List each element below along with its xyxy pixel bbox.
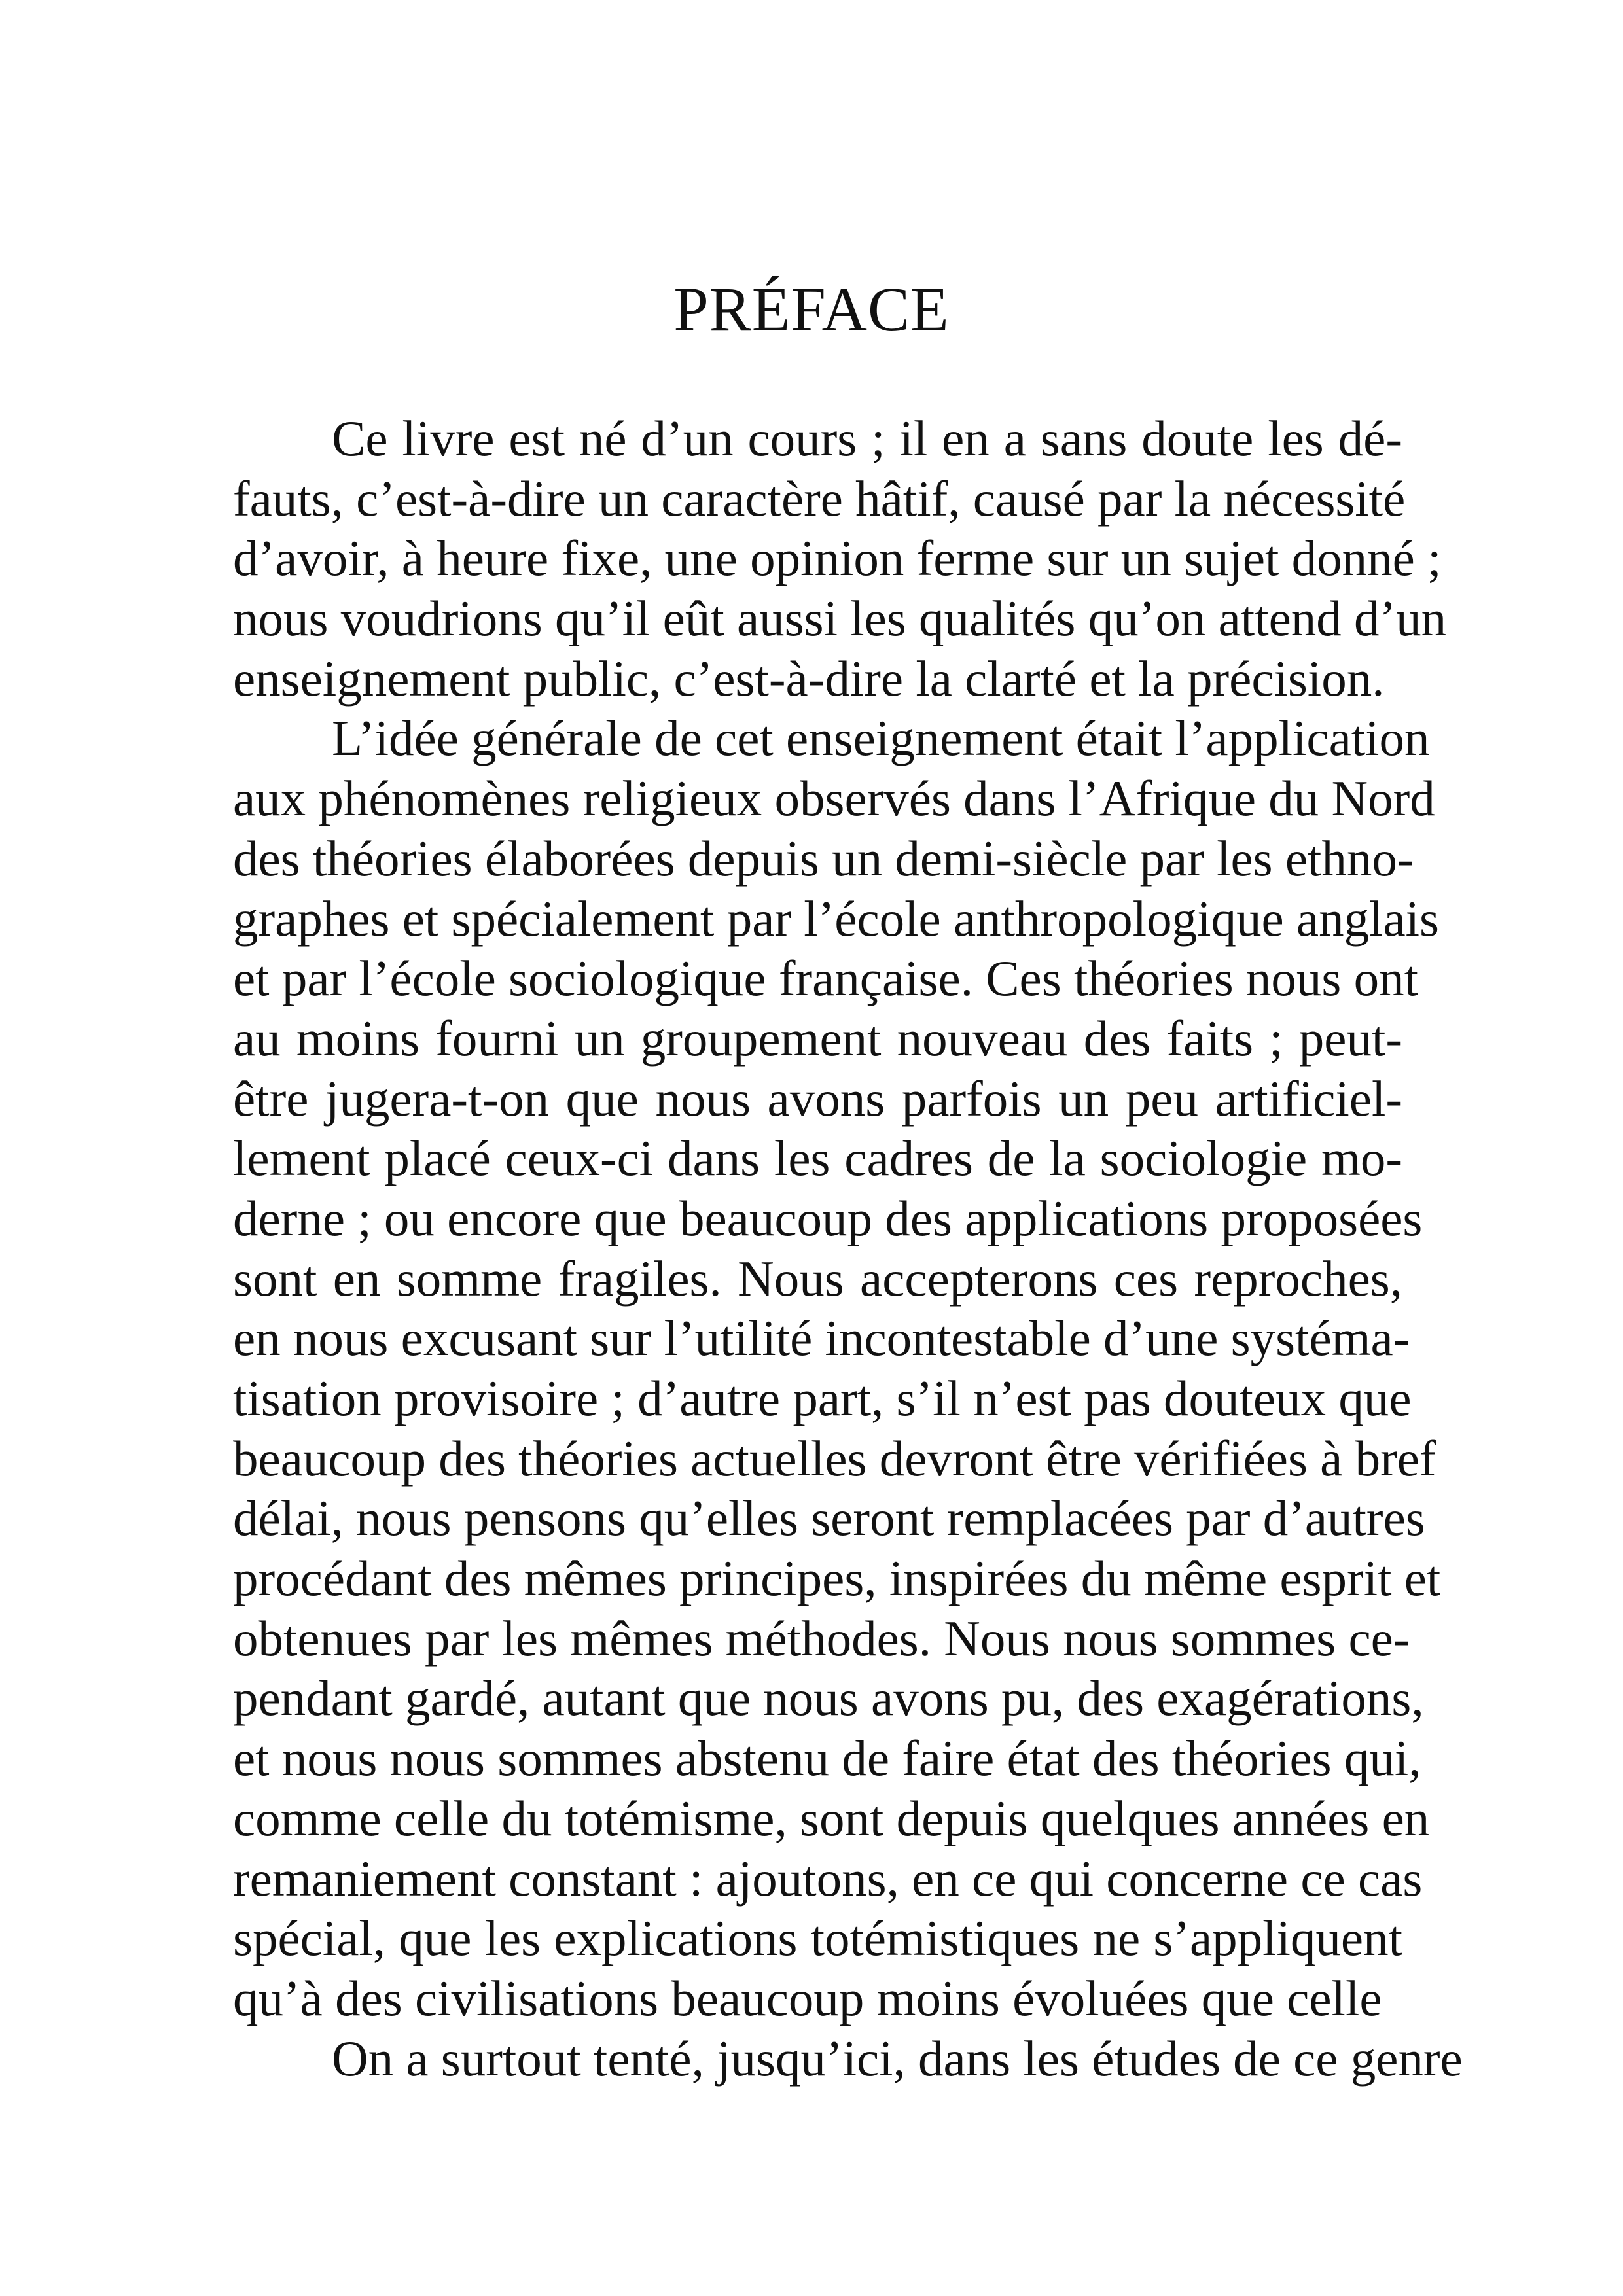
- text-line: en nous excusant sur l’utilité incontestable d’une systéma-: [233, 1310, 1410, 1367]
- text-line: procédant des mêmes principes, inspirées du même esprit et: [233, 1550, 1441, 1607]
- text-line: On a surtout tenté, jusqu’ici, dans les études de ce genre: [332, 2030, 1463, 2087]
- text-line: d’avoir, à heure fixe, une opinion ferme sur un sujet donné ;: [233, 530, 1442, 587]
- text-line: lement placé ceux-ci dans les cadres de la sociologie mo-: [233, 1130, 1402, 1187]
- paragraph-3: [233, 2029, 1463, 2089]
- text-line: tisation provisoire ; d’autre part, s’il n’est pas douteux que: [233, 1370, 1412, 1426]
- text-line: obtenues par les mêmes méthodes. Nous nous sommes ce-: [233, 1610, 1410, 1667]
- text-line: L’idée générale de cet enseignement était l’application: [332, 710, 1430, 767]
- text-line: et par l’école sociologique française. Ces théories nous ont: [233, 950, 1419, 1007]
- paragraph-1: [233, 409, 1447, 709]
- text-line: enseignement public, c’est-à-dire la clarté et la précision.: [233, 650, 1385, 707]
- text-line: être jugera-t-on que nous avons parfois un peu artificiel-: [233, 1070, 1402, 1127]
- text-line: graphes et spécialement par l’école anthropologique anglais: [233, 890, 1439, 947]
- text-line: fauts, c’est-à-dire un caractère hâtif, causé par la nécessité: [233, 470, 1406, 527]
- text-line: au moins fourni un groupement nouveau des faits ; peut-: [233, 1010, 1402, 1067]
- paragraph-2: [233, 709, 1441, 2028]
- text-line: spécial, que les explications totémistiques ne s’appliquent: [233, 1910, 1402, 1967]
- text-line: Ce livre est né d’un cours ; il en a sans doute les dé-: [332, 410, 1402, 467]
- text-line: sont en somme fragiles. Nous accepterons ces reproches,: [233, 1250, 1402, 1307]
- text-line: remaniement constant : ajoutons, en ce qui concerne ce cas: [233, 1850, 1423, 1907]
- text-line: pendant gardé, autant que nous avons pu, des exagérations,: [233, 1670, 1424, 1727]
- text-line: beaucoup des théories actuelles devront être vérifiées à bref: [233, 1430, 1436, 1487]
- text-line: des théories élaborées depuis un demi-siècle par les ethno-: [233, 830, 1414, 887]
- page-title: PRÉFACE: [673, 274, 950, 344]
- text-line: qu’à des civilisations beaucoup moins évoluées que celle: [233, 1969, 1382, 2026]
- text-line: derne ; ou encore que beaucoup des applications proposées: [233, 1190, 1423, 1246]
- preface-body: [233, 409, 1463, 2089]
- text-line: et nous nous sommes abstenu de faire état des théories qui,: [233, 1730, 1421, 1787]
- text-line: délai, nous pensons qu’elles seront remplacées par d’autres: [233, 1490, 1425, 1547]
- text-line: aux phénomènes religieux observés dans l’Afrique du Nord: [233, 770, 1435, 827]
- text-line: nous voudrions qu’il eût aussi les qualités qu’on attend d’un: [233, 590, 1447, 647]
- text-line: comme celle du totémisme, sont depuis quelques années en: [233, 1790, 1430, 1846]
